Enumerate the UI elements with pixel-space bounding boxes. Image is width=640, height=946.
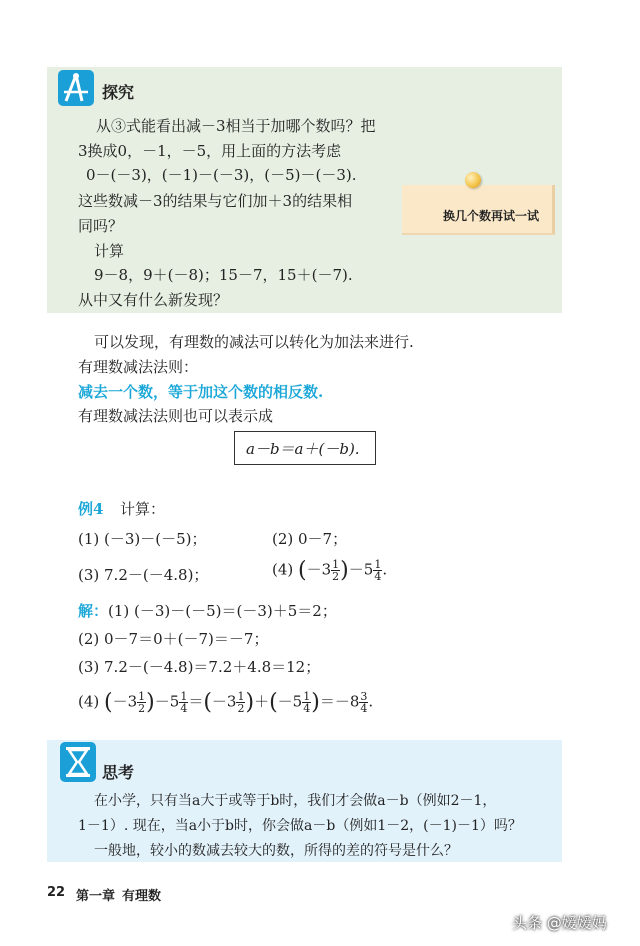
example-question-2: (2) 0－7；	[272, 530, 348, 548]
explore-line-5: 同吗？	[78, 217, 124, 235]
body-paragraph-2: 有理数减法法则：	[78, 358, 199, 376]
think-title: 思考	[102, 763, 135, 782]
pushpin-icon	[465, 172, 481, 188]
chapter-title: 有理数	[122, 889, 162, 904]
example-question-3: (3) 7.2－(－4.8)；	[78, 566, 209, 584]
example-question-4: (4) (－3 $\frac{1}{2}$ )－5 $\frac{1}{4}$ .	[272, 558, 388, 583]
think-line-1: 在小学，只有当a大于或等于b时，我们才会做a－b（例如2－1，	[94, 793, 497, 809]
think-line-2: 1－1）. 现在，当a小于b时，你会做a－b（例如1－2，(－1)－1）吗？	[78, 818, 522, 834]
explore-line-8: 从中又有什么新发现？	[78, 291, 229, 309]
example-question-1: (1) (－3)－(－5)；	[78, 530, 207, 548]
solution-line-3: (3) 7.2－(－4.8)＝7.2＋4.8＝12；	[78, 658, 321, 676]
example-task: 计算：	[120, 500, 166, 518]
explore-title: 探究	[102, 83, 135, 102]
solution-line-4-label: (4)	[78, 692, 100, 711]
watermark: 头条 @嫒嫒妈	[512, 914, 607, 932]
solution-label: 解：	[78, 602, 109, 620]
sticky-note-text: 换几个数再试一试	[443, 209, 540, 223]
page-number: 22	[47, 885, 66, 900]
explore-line-6: 计算	[94, 242, 125, 260]
explore-line-1: 从③式能看出减－3相当于加哪个数吗？把	[96, 117, 376, 135]
example-label: 例4	[78, 500, 104, 518]
explore-line-2: 3换成0，－1，－5，用上面的方法考虑	[78, 142, 342, 160]
explore-line-3: 0－(－3)，(－1)－(－3)，(－5)－(－3).	[86, 166, 357, 184]
explore-compass-icon	[58, 70, 94, 106]
body-paragraph-1: 可以发现，有理数的减法可以转化为加法来进行.	[94, 333, 414, 351]
solution-line-2: (2) 0－7＝0＋(－7)＝－7；	[78, 630, 269, 648]
think-line-3: 一般地，较小的数减去较大的数，所得的差的符号是什么？	[94, 843, 458, 859]
formula-text: a－b＝a＋(－b).	[246, 440, 360, 458]
explore-line-4: 这些数减－3的结果与它们加＋3的结果相	[78, 192, 353, 210]
example-question-4-label: (4)	[272, 560, 294, 579]
explore-line-7: 9－8，9＋(－8)；15－7，15＋(－7).	[94, 266, 353, 284]
body-paragraph-3: 有理数减法法则也可以表示成	[78, 407, 274, 425]
solution-line-4: (4) (－3 $\frac{1}{2}$ )－5 $\frac{1}{4}$ ＝(－3 $\frac{1}{2}$ )＋(－5 $\frac{1}{4}$ )＝－8 $\frac{3}{4}$ .	[78, 690, 374, 715]
chapter-label: 第一章	[76, 889, 116, 904]
hourglass-icon	[60, 742, 96, 782]
solution-line-1: (1) (－3)－(－5)＝(－3)＋5＝2；	[108, 602, 337, 620]
subtraction-rule: 减去一个数，等于加这个数的相反数.	[78, 383, 324, 401]
